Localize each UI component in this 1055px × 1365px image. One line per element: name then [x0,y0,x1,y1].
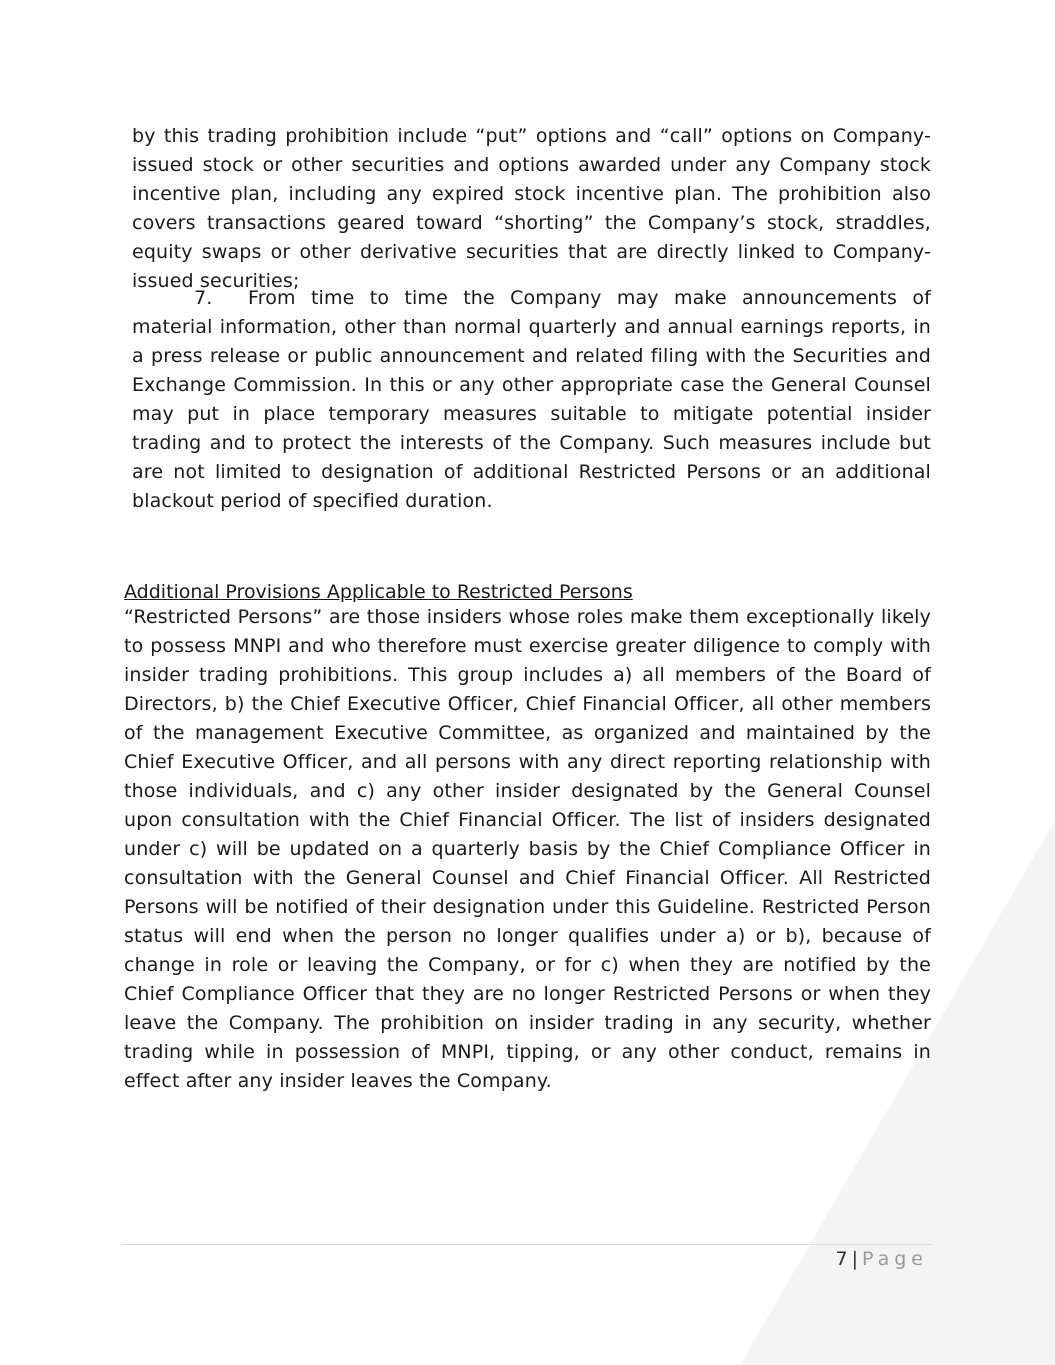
section-body-paragraph: “Restricted Persons” are those insiders whose roles make them exceptionally likely to possess MNPI and who therefore must exercise greater diligence to comply with insider trading prohibitions. This group includes a) all members of the Board of Directors, b) the Chief Executive Officer, Chief Financial Officer, all other members of the management Executive Committee, as organized and maintained by the Chief Executive Officer, and all persons with any direct reporting relationship with those individuals, and c) any other insider designated by the General Counsel upon consultation with the Chief Financial Officer. The list of insiders designated under c) will be updated on a quarterly basis by the Chief Compliance Officer in consultation with the General Counsel and Chief Financial Officer. All Restricted Persons will be notified of their designation under this Guideline. Restricted Person status will end when the person no longer qualifies under a) or b), because of change in role or leaving the Company, or for c) when they are notified by the Chief Compliance Officer that they are no longer Restricted Persons or when they leave the Company. The prohibition on insider trading in any security, whether trading while in possession of MNPI, tipping, or any other conduct, remains in effect after any insider leaves the Company. [124,606,931,1092]
footer-divider [122,1244,932,1245]
numbered-item-7 [132,284,931,516]
continued-paragraph: by this trading prohibition include “put” options and “call” options on Company-issued stock or other securities and options awarded under any Company stock incentive plan, including any expired stock incentive plan. The prohibition also covers transactions geared toward “shorting” the Company’s stock, straddles, equity swaps or other derivative securities that are directly linked to Company-issued securities; [132,125,931,292]
page-footer [836,1246,929,1272]
page-number: 7 [835,1248,848,1270]
item-text: From time to time the Company may make announcements of material information, other than normal quarterly and annual earnings reports, in a press release or public announcement and related filing with the Securities and Exchange Commission. In this or any other appropriate case the General Counsel may put in place temporary measures suitable to mitigate potential insider trading and to protect the interests of the Company. Such measures include but are not limited to designation of additional Restricted Persons or an additional blackout period of specified duration. [132,287,931,512]
section-heading: Additional Provisions Applicable to Restricted Persons [124,581,633,603]
item-number: 7. [194,287,213,309]
footer-separator: | [851,1248,858,1270]
page-label: Page [862,1248,928,1270]
